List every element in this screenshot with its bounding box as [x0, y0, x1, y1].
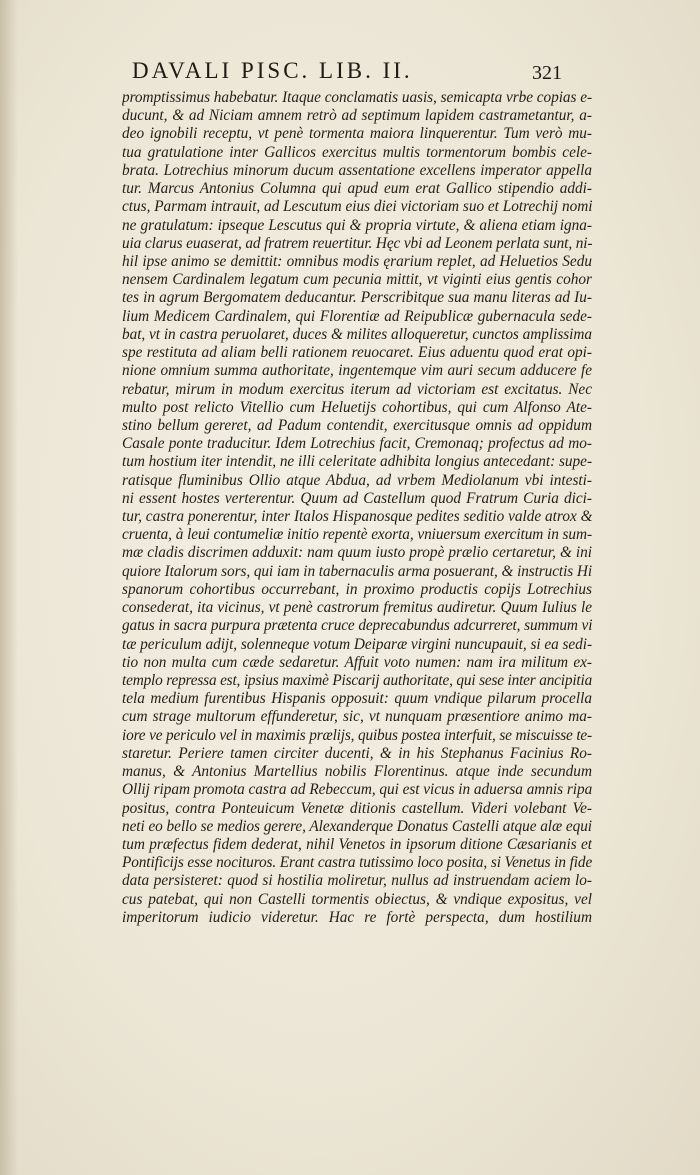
- text-line: manus, & Antonius Martellius nobilis Florentinus. atque inde secundum: [122, 763, 592, 781]
- page-number: 321: [532, 62, 562, 84]
- text-line: multo post relicto Vitellio cum Heluetijs cohortibus, qui cum Alfonso Ate-: [122, 398, 592, 416]
- text-line: tela medium furentibus Hispanis opposuit: quum vndique pilarum procella: [122, 690, 592, 708]
- running-head: DAVALI PISC. LIB. II.: [132, 58, 413, 83]
- text-line: cum strage multorum effunderetur, sic, vt nunquam præsentiore animo ma-: [122, 708, 592, 726]
- text-line: brata. Lotrechius minorum ducum assentatione excellens imperator appella: [122, 161, 592, 179]
- text-line: ratisque fluminibus Ollio atque Abdua, ad vrbem Mediolanum vbi intesti-: [122, 471, 592, 489]
- text-line: cruenta, à leui contumeliæ initio repentè exorta, vniuersum exercitum in sum-: [122, 526, 592, 544]
- text-line: lium Medicem Cardinalem, qui Florentiæ ad Reipublicæ gubernacula sede-: [122, 307, 592, 325]
- text-line: tur, castra ponerentur, inter Italos Hispanosque pedites seditio valde atrox &: [122, 508, 592, 526]
- text-line: hil ipse animo se demittit: omnibus modis ęrarium replet, ad Heluetios Sedu: [122, 252, 592, 270]
- text-line: Casale ponte traducitur. Idem Lotrechius facit, Cremonaq; profectus ad mo-: [122, 435, 592, 453]
- text-line: deo ignobili receptu, vt penè tormenta maiora linquerentur. Tum verò mu-: [122, 125, 592, 143]
- text-line: gatus in sacra purpura prætenta cruce deprecabundus adcurreret, summum vi: [122, 617, 592, 635]
- text-line: neti eo bello se medios gerere, Alexanderque Donatus Castelli atque alæ equi: [122, 817, 592, 835]
- text-line: tum præfectus fidem dederat, nihil Venetos in ipsorum ditione Cæsarianis et: [122, 835, 592, 853]
- text-line: tur. Marcus Antonius Columna qui apud eum erat Gallico stipendio addi-: [122, 180, 592, 198]
- text-line: spe restituta ad aliam belli rationem reuocaret. Eius aduentu quod erat opi-: [122, 344, 592, 362]
- text-line: imperitorum iudicio videretur. Hac re fortè perspecta, dum hostilium: [122, 908, 592, 926]
- text-line: stino bellum gereret, ad Padum contendit, exercitusque omnis ad oppidum: [122, 416, 592, 434]
- text-line: bat, vt in castra peruolaret, duces & milites alloqueretur, cunctos amplissima: [122, 325, 592, 343]
- text-line: tæ periculum adijt, solenneque votum Deiparæ virgini nuncupauit, si ea sedi-: [122, 635, 592, 653]
- text-line: tua gratulatione inter Gallicos exercitus multis tormentorum bombis cele-: [122, 143, 592, 161]
- text-line: iore ve periculo vel in maximis prælijs, quibus postea interfuit, se miscuisse te-: [122, 726, 592, 744]
- text-line: quiore Italorum sors, qui iam in tabernaculis arma posuerant, & instructis Hi: [122, 562, 592, 580]
- text-line: Pontificijs esse nocituros. Erant castra tutissimo loco posita, si Venetus in fide: [122, 854, 592, 872]
- text-line: ducunt, & ad Niciam amnem retrò ad septimum lapidem castrametantur, a-: [122, 107, 592, 125]
- text-line: spanorum cohortibus occurrebant, in proximo productis copijs Lotrechius: [122, 580, 592, 598]
- text-line: positus, contra Ponteuicum Venetæ ditionis castellum. Videri volebant Ve-: [122, 799, 592, 817]
- text-line: templo repressa est, ipsius maximè Piscarij authoritate, qui sese inter ancipitia: [122, 672, 592, 689]
- text-line: ctus, Parmam intrauit, ad Lescutum eius diei victoriam suo et Lotrechij nomi: [122, 198, 592, 216]
- text-line: promptissimus habebatur. Itaque conclamatis uasis, semicapta vrbe copias e-: [122, 89, 592, 106]
- text-line: nensem Cardinalem legatum cum pecunia mittit, vt viginti eius gentis cohor: [122, 271, 592, 289]
- text-line: ni essent hostes verterentur. Quum ad Castellum quod Fratrum Curia dici-: [122, 489, 592, 507]
- text-line: consederat, ita vicinus, vt penè castrorum fremitus audiretur. Quum Iulius le: [122, 599, 592, 617]
- text-line: nione omnium summa authoritate, ingentemque vim auri secum adducere fe: [122, 362, 592, 380]
- text-line: tio non multa cum cæde sedaretur. Affuit voto numen: nam ira militum ex-: [122, 653, 592, 671]
- text-line: rebatur, mirum in modum exercitus iterum ad victoriam est excitatus. Nec: [122, 380, 592, 398]
- text-line: mæ cladis discrimen adduxit: nam quum iusto propè prælio certaretur, & ini: [122, 544, 592, 562]
- text-line: staretur. Periere tamen circiter ducenti, & in his Stephanus Facinius Ro-: [122, 744, 592, 762]
- binding-gutter-shadow: [0, 0, 18, 1175]
- text-line: ne gratulatum: ipseque Lescutus qui & propria virtute, & aliena etiam igna-: [122, 216, 592, 234]
- text-line: tum hostium iter intendit, ne illi celeritate adhibita longius antecedant: supe-: [122, 453, 592, 471]
- text-line: uia clarus euaserat, ad fratrem reuertitur. Hęc vbi ad Leonem perlata sunt, ni-: [122, 234, 592, 252]
- body-text: [122, 89, 592, 927]
- text-line: data persisteret: quod si hostilia moliretur, nullus ad instruendam aciem lo-: [122, 872, 592, 890]
- text-line: cus patebat, qui non Castelli tormentis obiectus, & vndique expositus, vel: [122, 890, 592, 908]
- text-line: tes in agrum Bergomatem deducantur. Perscribitque sua manu literas ad Iu-: [122, 289, 592, 307]
- text-line: Ollij ripam promota castra ad Rebeccum, qui est vicus in aduersa amnis ripa: [122, 781, 592, 799]
